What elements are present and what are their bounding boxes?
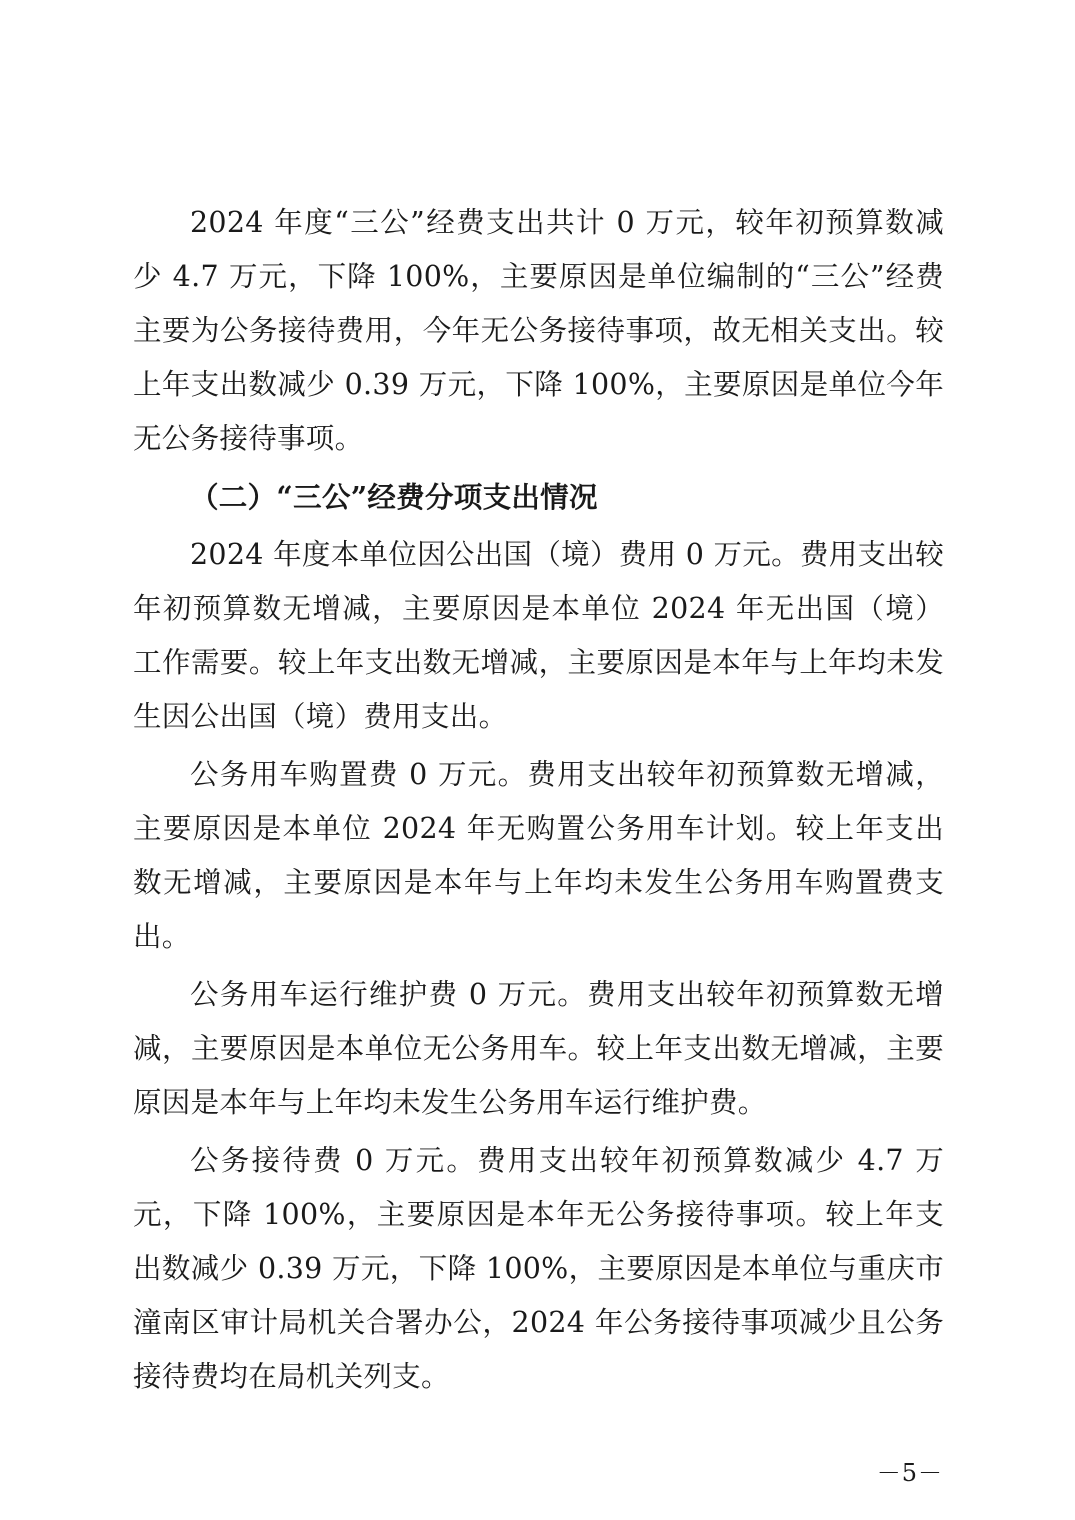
paragraph-vehicle-maintenance: 公务用车运行维护费 0 万元。费用支出较年初预算数无增减，主要原因是本单位无公务用车。较上年支出数无增减，主要原因是本年与上年均未发生公务用车运行维护费。 [133,978,944,1119]
page-body [133,196,944,1404]
paragraph-vehicle-purchase: 公务用车购置费 0 万元。费用支出较年初预算数无增减，主要原因是本单位 2024 年无购置公务用车计划。较上年支出数无增减，主要原因是本年与上年均未发生公务用车购置费支出。 [133,758,944,953]
paragraph-overseas-travel: 2024 年度本单位因公出国（境）费用 0 万元。费用支出较年初预算数无增减，主要原因是本单位 2024 年无出国（境）工作需要。较上年支出数无增减，主要原因是本年与上年均未发生因公出国（境）费用支出。 [133,538,944,733]
paragraph-summary: 2024 年度“三公”经费支出共计 0 万元，较年初预算数减少 4.7 万元，下降 100%，主要原因是单位编制的“三公”经费主要为公务接待费用，今年无公务接待事项，故无相关支出。较上年支出数减少 0.39 万元，下降 100%，主要原因是单位今年无公务接待事项。 [133,206,944,455]
section-heading: （二）“三公”经费分项支出情况 [190,480,598,514]
paragraph-reception: 公务接待费 0 万元。费用支出较年初预算数减少 4.7 万元，下降 100%，主要原因是本年无公务接待事项。较上年支出数减少 0.39 万元，下降 100%，主要原因是本单位与重庆市潼南区审计局机关合署办公，2024 年公务接待事项减少且公务接待费均在局机关列支。 [133,1144,944,1393]
page-number: －5－ [876,1459,943,1487]
